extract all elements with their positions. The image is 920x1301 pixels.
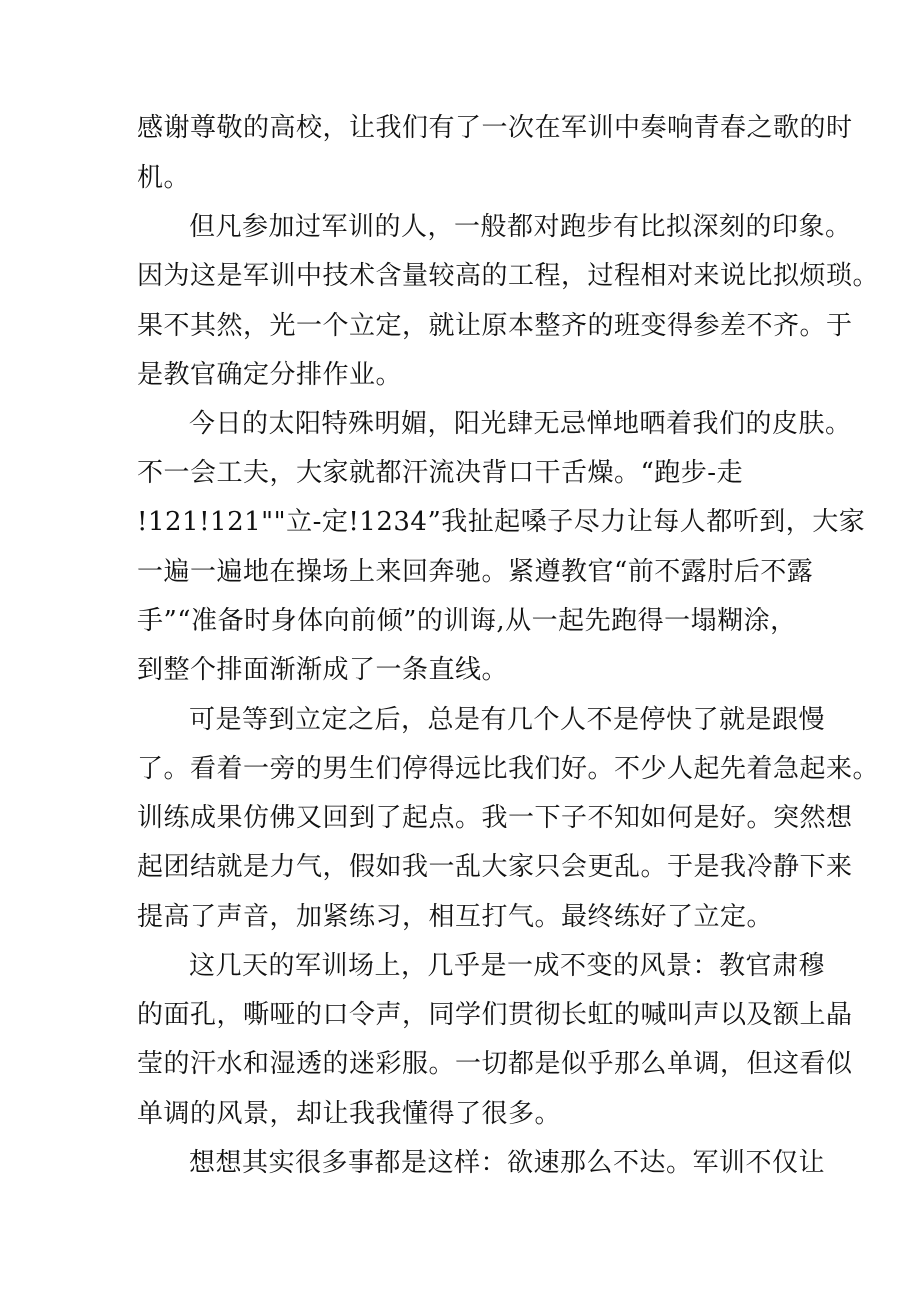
text-line: !121!121""立-定!1234”我扯起嗓子尽力让每人都听到，大家 — [137, 507, 866, 537]
text-line: 感谢尊敬的高校，让我们有了一次在军训中奏响青春之歌的时 — [137, 113, 853, 143]
text-line: 因为这是军训中技术含量较高的工程，过程相对来说比拟烦琐。 — [137, 261, 880, 291]
paragraph-first-line: 这几天的军训场上，几乎是一成不变的风景：教官肃穆 — [189, 951, 826, 981]
text-line: 起团结就是力气，假如我一乱大家只会更乱。于是我冷静下来 — [137, 852, 853, 882]
text-line: 机。 — [137, 163, 191, 193]
paragraph-first-line: 想想其实很多事都是这样：欲速那么不达。军训不仅让 — [189, 1148, 826, 1178]
text-line: 手”“准备时身体向前倾”的训诲,从一起先跑得一塌糊涂， — [137, 606, 797, 636]
paragraph-first-line: 可是等到立定之后，总是有几个人不是停快了就是跟慢 — [189, 705, 826, 735]
text-line: 提高了声音，加紧练习，相互打气。最终练好了立定。 — [137, 902, 774, 932]
text-line: 是教官确定分排作业。 — [137, 360, 403, 390]
text-line: 的面孔，嘶哑的口令声，同学们贯彻长虹的喊叫声以及额上晶 — [137, 1000, 853, 1030]
paragraph-first-line: 今日的太阳特殊明媚，阳光肆无忌惮地晒着我们的皮肤。 — [189, 409, 852, 439]
text-line: 不一会工夫，大家就都汗流决背口干舌燥。“跑步-走 — [137, 458, 744, 488]
text-line: 莹的汗水和湿透的迷彩服。一切都是似乎那么单调，但这看似 — [137, 1049, 853, 1079]
text-line: 了。看着一旁的男生们停得远比我们好。不少人起先着急起来。 — [137, 754, 880, 784]
text-line: 单调的风景，却让我我懂得了很多。 — [137, 1099, 562, 1129]
text-line: 训练成果仿佛又回到了起点。我一下子不知如何是好。突然想 — [137, 803, 853, 833]
paragraph-first-line: 但凡参加过军训的人，一般都对跑步有比拟深刻的印象。 — [189, 212, 852, 242]
text-line: 到整个排面渐渐成了一条直线。 — [137, 655, 509, 685]
text-line: 一遍一遍地在操场上来回奔驰。紧遵教官“前不露肘后不露 — [137, 557, 814, 587]
text-line: 果不其然，光一个立定，就让原本整齐的班变得参差不齐。于 — [137, 311, 853, 341]
